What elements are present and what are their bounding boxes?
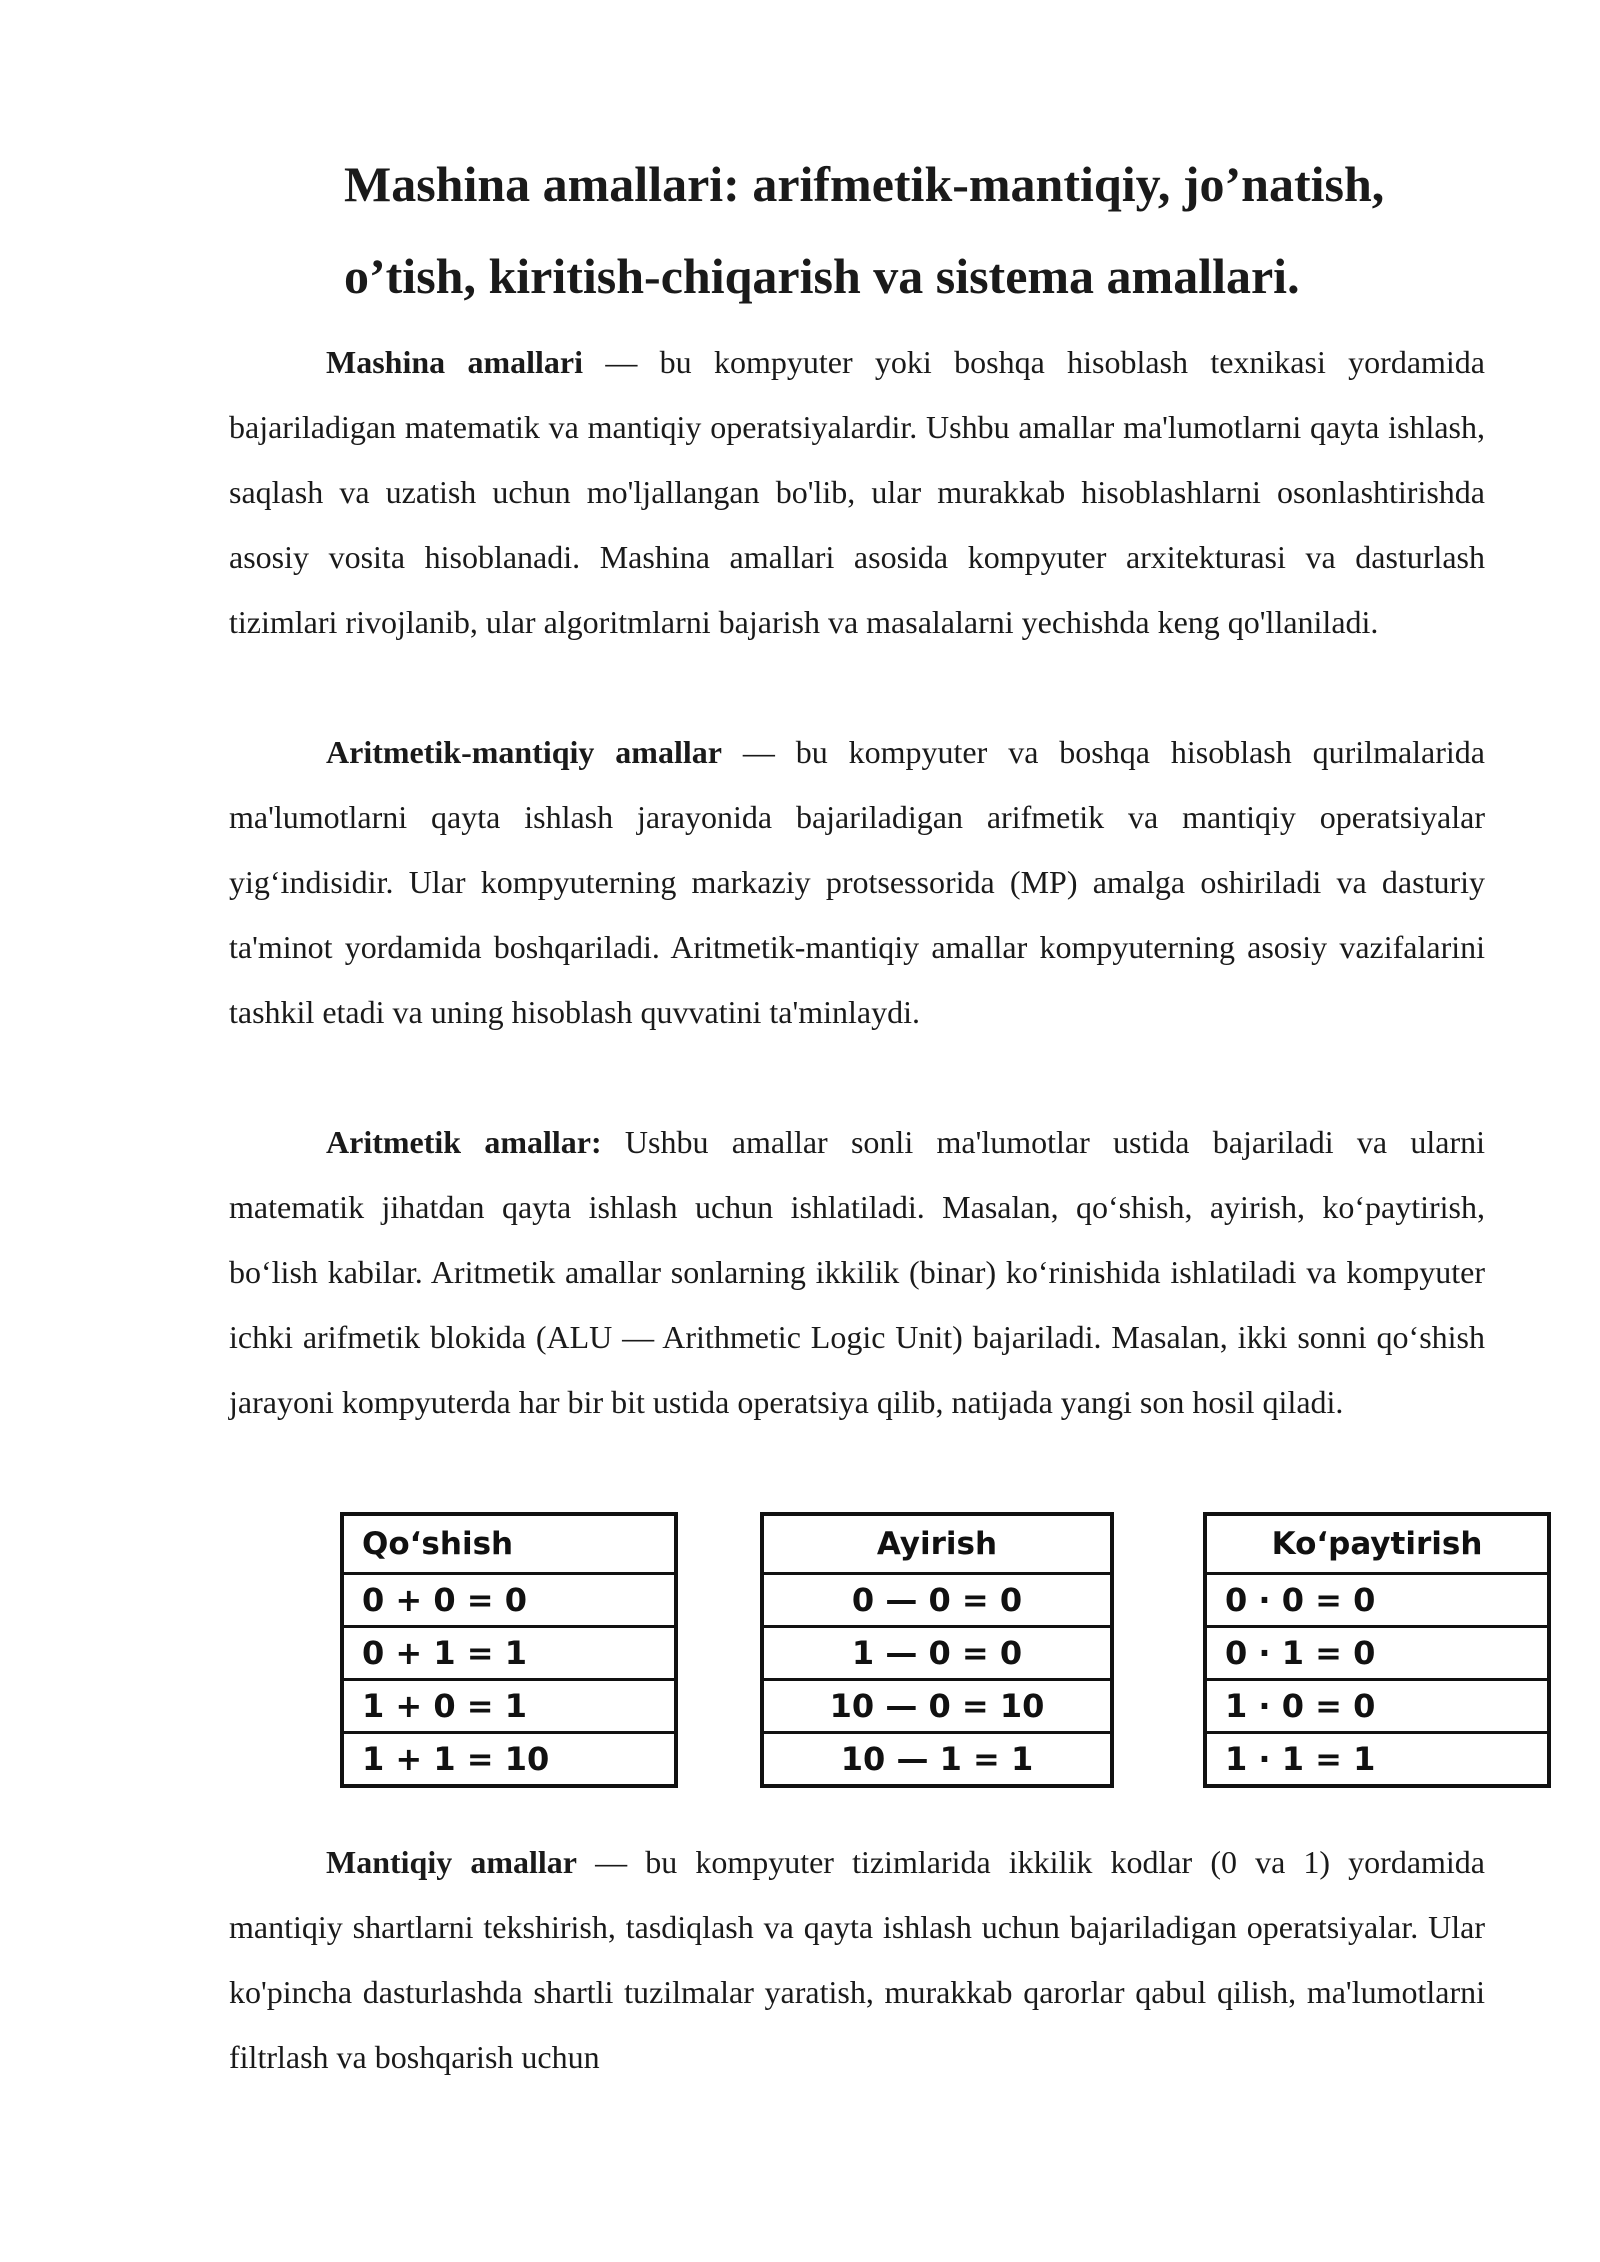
term-arithmetic-operations: Aritmetik amallar:	[326, 1124, 602, 1160]
table-header: Ayirish	[762, 1514, 1112, 1574]
table-row: 0 + 0 = 0	[342, 1574, 676, 1627]
paragraph-text: — bu kompyuter yoki boshqa hisoblash texnikasi yordamida bajariladigan matematik va mantiqiy operatsiyalardir. Ushbu amallar ma'lumotlarni qayta ishlash, saqlash va uzatish uchun mo'ljallangan bo'lib, ular murakkab hisoblashlarni osonlashtirishda asosiy vosita hisoblanadi. Mashina amallari asosida kompyuter arxitekturasi va dasturlash tizimlari rivojlanib, ular algoritmlarni bajarish va masalalarni yechishda keng qo'llaniladi.	[229, 344, 1486, 640]
paragraph-logic-operations	[229, 1830, 1485, 2090]
table-row: 1 · 0 = 0	[1205, 1680, 1549, 1733]
term-arithmetic-logic-operations: Aritmetik-mantiqiy amallar	[326, 734, 722, 770]
paragraph-arithmetic-operations	[229, 1110, 1485, 1435]
table-row: 1 + 1 = 10	[342, 1733, 676, 1787]
paragraph-text: — bu kompyuter tizimlarida ikkilik kodlar (0 va 1) yordamida mantiqiy shartlarni tekshirish, tasdiqlash va qayta ishlash uchun bajariladigan operatsiyalar. Ular ko'pincha dasturlashda shartli tuzilmalar yaratish, murakkab qarorlar qabul qilish, ma'lumotlarni filtrlash va boshqarish uchun	[229, 1844, 1485, 2075]
table-row: 10 — 0 = 10	[762, 1680, 1112, 1733]
page-title	[344, 138, 1524, 322]
table-row: 0 + 1 = 1	[342, 1627, 676, 1680]
table-header: Ko‘paytirish	[1205, 1514, 1549, 1574]
term-logic-operations: Mantiqiy amallar	[326, 1844, 577, 1880]
table-header: Qo‘shish	[342, 1514, 676, 1574]
table-row: 0 · 0 = 0	[1205, 1574, 1549, 1627]
multiplication-table	[1203, 1512, 1551, 1788]
addition-table	[340, 1512, 678, 1788]
title-line-1: Mashina amallari: arifmetik-mantiqiy, jo’natish,	[344, 156, 1385, 212]
table-row: 0 — 0 = 0	[762, 1574, 1112, 1627]
table-row: 0 · 1 = 0	[1205, 1627, 1549, 1680]
paragraph-text: Ushbu amallar sonli ma'lumotlar ustida bajariladi va ularni matematik jihatdan qayta ishlash uchun ishlatiladi. Masalan, qo‘shish, ayirish, ko‘paytirish, bo‘lish kabilar. Aritmetik amallar sonlarning ikkilik (binar) ko‘rinishida ishlatiladi va kompyuter ichki arifmetik blokida (ALU — Arithmetic Logic Unit) bajariladi. Masalan, ikki sonni qo‘shish jarayoni kompyuterda har bir bit ustida operatsiya qilib, natijada yangi son hosil qiladi.	[229, 1124, 1486, 1420]
paragraph-machine-operations	[229, 330, 1485, 655]
table-row: 1 — 0 = 0	[762, 1627, 1112, 1680]
table-row: 1 + 0 = 1	[342, 1680, 676, 1733]
subtraction-table	[760, 1512, 1114, 1788]
binary-operation-tables	[0, 1512, 1600, 1812]
paragraph-text: — bu kompyuter va boshqa hisoblash qurilmalarida ma'lumotlarni qayta ishlash jarayonida bajariladigan arifmetik va mantiqiy operatsiyalar yig‘indisidir. Ular kompyuterning markaziy protsessorida (MP) amalga oshiriladi va dasturiy ta'minot yordamida boshqariladi. Aritmetik-mantiqiy amallar kompyuterning asosiy vazifalarini tashkil etadi va uning hisoblash quvvatini ta'minlaydi.	[229, 734, 1486, 1030]
table-row: 10 — 1 = 1	[762, 1733, 1112, 1787]
title-line-2: o’tish, kiritish-chiqarish va sistema amallari.	[344, 248, 1300, 304]
table-row: 1 · 1 = 1	[1205, 1733, 1549, 1787]
term-machine-operations: Mashina amallari	[326, 344, 583, 380]
paragraph-arithmetic-logic-operations	[229, 720, 1485, 1045]
